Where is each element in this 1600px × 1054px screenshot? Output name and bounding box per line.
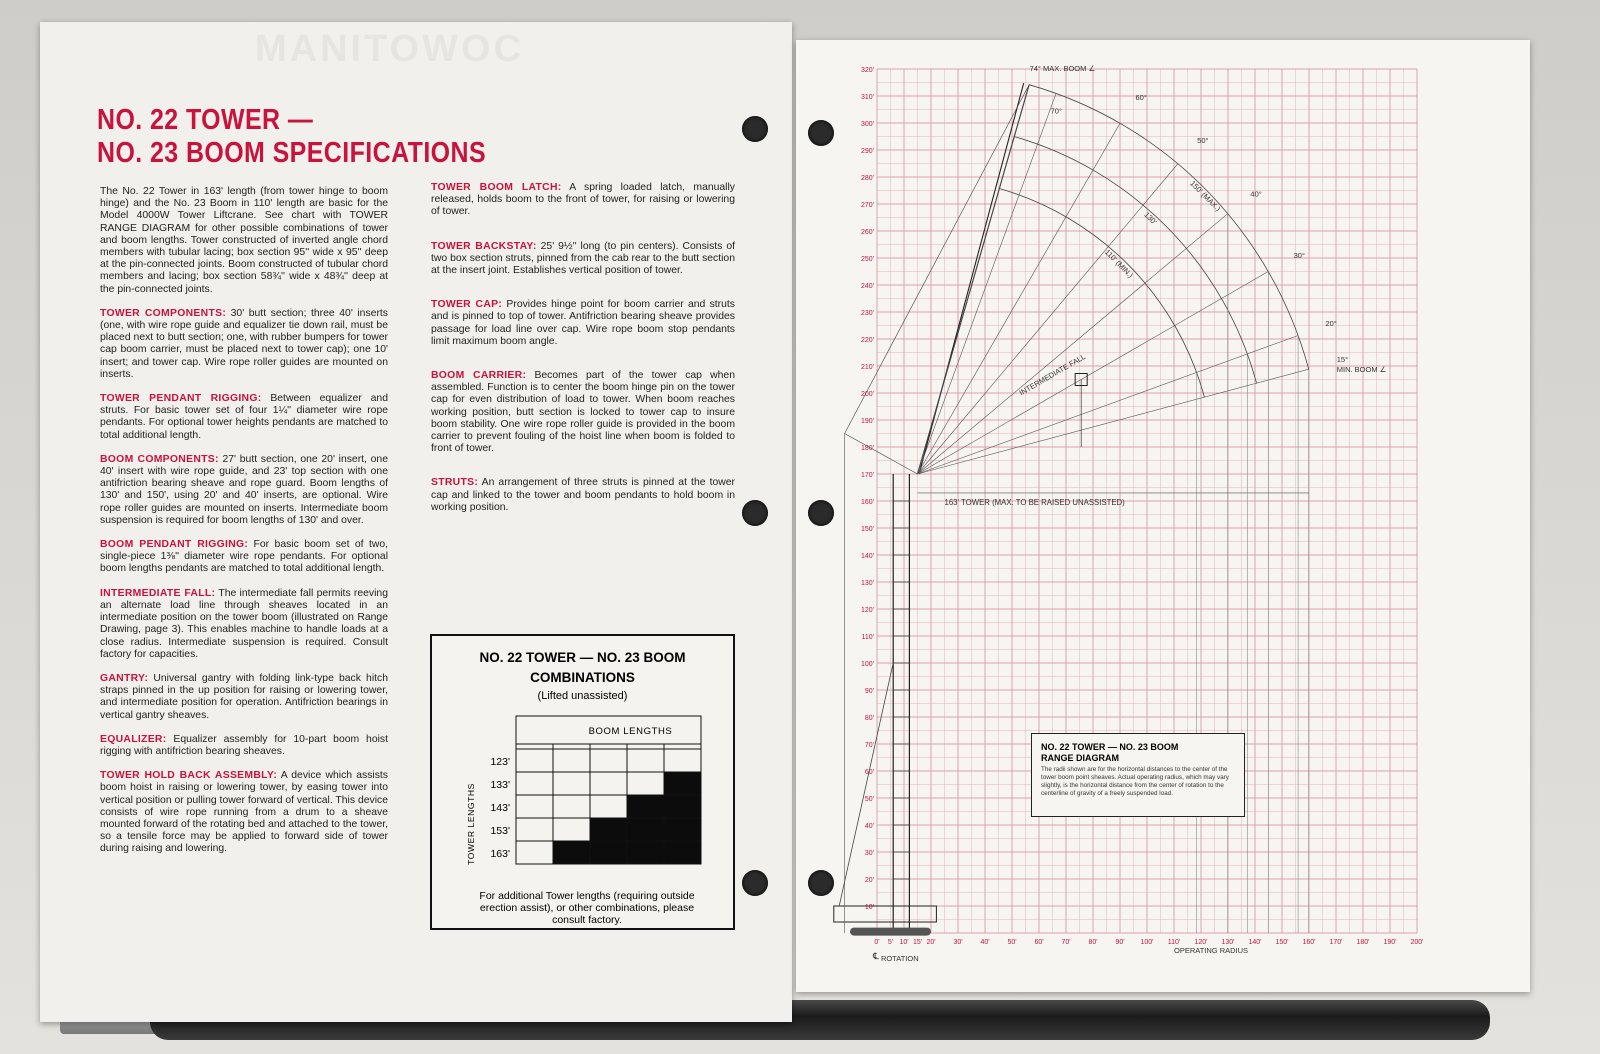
page-title	[97, 104, 486, 170]
brand-watermark: MANITOWOC	[255, 28, 525, 70]
boom-angle-label: 20°	[1325, 319, 1337, 329]
spec-text: 27' butt section, one 20' insert, one 40' insert with wire rope guide, and 23' top section with one antifriction bearing sheave and rope guard. Boom lengths of 130' and 150', using 20' and 40' inserts, are optional. Wire rope roller guides are mounted on inserts. Intermediate boom suspension is required for boom lengths of 130' and over.	[100, 453, 388, 526]
boom-angle-line	[918, 93, 1057, 474]
y-axis-tick-label: 270'	[860, 202, 874, 209]
combination-cell	[590, 749, 627, 772]
y-axis-tick-label: 260'	[860, 229, 874, 236]
legend-note: The radii shown are for the horizontal distances to the center of the tower boom point sheaves. Actual operating radius, which may vary slightly, is the horizontal distance from the center of rotation to the centerline of gravity of a freely suspended load.	[1041, 766, 1229, 797]
combination-cell	[627, 749, 664, 772]
combination-cell	[664, 795, 701, 818]
boom-angle-line	[918, 164, 1178, 474]
spec-paragraph	[431, 182, 735, 219]
spec-paragraph	[431, 299, 735, 348]
tower-height-label: 163' TOWER (MAX. TO BE RAISED UNASSISTED)	[944, 497, 1125, 507]
y-axis-tick-label: 140'	[860, 553, 874, 560]
spec-column-left	[100, 186, 388, 868]
boom-length-arc-label: 130'	[1142, 210, 1159, 227]
combinations-title-line-1: NO. 22 TOWER — NO. 23 BOOM	[479, 650, 686, 665]
legend-title	[1041, 742, 1178, 764]
spec-paragraph	[100, 454, 388, 527]
combinations-title	[432, 648, 733, 688]
spec-heading: TOWER PENDANT RIGGING:	[100, 393, 262, 405]
spec-paragraph	[431, 241, 735, 278]
combination-cell	[627, 841, 664, 864]
spec-paragraph	[100, 393, 388, 442]
boom-angle-label: 74° MAX. BOOM ∠	[1029, 64, 1096, 74]
crane-tracks	[850, 928, 931, 936]
x-axis-tick-label: 15'	[912, 939, 923, 946]
spec-paragraph	[100, 770, 388, 855]
combinations-subtitle: (Lifted unassisted)	[537, 690, 628, 702]
y-axis-tick-label: 110'	[861, 634, 874, 641]
y-axis-tick-label: 100'	[860, 661, 874, 668]
spec-heading: TOWER CAP:	[431, 299, 503, 311]
x-axis-tick-label: 180'	[1356, 939, 1370, 946]
boom-angle-label: 50°	[1197, 136, 1209, 146]
combination-cell	[590, 818, 627, 841]
y-axis-tick-label: 80'	[864, 715, 874, 722]
x-axis-tick-label: 120'	[1194, 939, 1208, 946]
spec-text: 25' 9½'' long (to pin centers). Consists of two box section struts, pinned from the cab rear to the butt section at the insert joint. Establishes vertical position of tower.	[431, 240, 735, 277]
spec-paragraph	[100, 673, 388, 722]
y-axis-tick-label: 10'	[864, 904, 874, 911]
x-axis-tick-label: 170'	[1329, 939, 1343, 946]
spec-heading: BOOM CARRIER:	[431, 370, 527, 382]
y-axis-tick-label: 160'	[860, 499, 874, 506]
range-diagram-legend	[1031, 733, 1245, 817]
spec-heading: BOOM PENDANT RIGGING:	[100, 539, 249, 551]
spec-paragraph	[100, 588, 388, 661]
spec-heading: GANTRY:	[100, 672, 149, 684]
combination-cell	[516, 749, 553, 772]
boom-angle-label: 60°	[1135, 92, 1147, 102]
y-axis-tick-label: 210'	[860, 364, 874, 371]
y-axis-tick-label: 240'	[860, 283, 874, 290]
spec-text: Provides hinge point for boom carrier and struts and is pinned to top of tower. Antifriction bearing sheave provides passage for load line over cap. Wire rope boom stop pendants limit maximum boom angle.	[431, 299, 735, 347]
spec-paragraph	[431, 370, 735, 455]
x-axis-tick-label: 30'	[953, 939, 963, 946]
intro-paragraph: The No. 22 Tower in 163' length (from tower hinge to boom hinge) and the No. 23 Boom in 110' length are basic for the Model 4000W Tower Liftcrane. See chart with TOWER RANGE DIAGRAM for other possible combinations of tower and boom lengths. Tower constructed of inverted angle chord members with tubular lacing; box section 95'' wide x 95'' deep at the pin-connected joints. Boom constructed of tubular chord members and lacing; box section 58¾'' wide x 48¾'' deep at the pin-connected joints.	[100, 186, 388, 295]
spec-text: For basic boom set of two, single-piece 1⅜'' diameter wire rope pendants. For optional boom lengths pendants are matched to total additional length.	[100, 539, 389, 575]
combination-cell	[664, 841, 701, 864]
spec-heading: EQUALIZER:	[100, 733, 167, 745]
binder-hole	[742, 870, 768, 896]
boom-lengths-header: BOOM LENGTHS	[588, 726, 673, 737]
combinations-footnote: For additional Tower lengths (requiring outside erection assist), or other combinations, please consult factory.	[479, 890, 695, 926]
boom-angle-label: 30°	[1293, 251, 1305, 260]
y-axis-tick-label: 50'	[864, 796, 874, 803]
spec-heading: BOOM COMPONENTS:	[100, 453, 219, 465]
legend-title-line-2: RANGE DIAGRAM	[1041, 753, 1119, 763]
spec-paragraph	[100, 734, 388, 758]
spec-heading: TOWER BOOM LATCH:	[431, 182, 562, 193]
y-axis-tick-label: 310'	[860, 94, 874, 101]
x-axis-tick-label: 50'	[1007, 939, 1017, 946]
combination-cell	[590, 772, 627, 795]
title-line-1: NO. 22 TOWER —	[97, 104, 314, 136]
boom-angle-line	[918, 369, 1309, 474]
spec-column-middle	[431, 182, 735, 536]
tower-length-label: 143'	[490, 802, 510, 814]
operating-radius-label: OPERATING RADIUS	[1174, 946, 1249, 955]
y-axis-tick-label: 280'	[860, 175, 874, 182]
combination-cell	[553, 749, 590, 772]
boom-angle-line	[918, 214, 1228, 474]
combination-cell	[627, 795, 664, 818]
y-axis-tick-label: 30'	[864, 850, 874, 857]
combination-cell	[553, 818, 590, 841]
boom-angle-line	[918, 335, 1299, 474]
y-axis-tick-label: 300'	[860, 121, 874, 128]
x-axis-tick-label: 40'	[980, 939, 990, 946]
spec-text: A spring loaded latch, manually released, holds boom to the front of tower, for raising or lowering of tower.	[431, 182, 735, 218]
combination-cell	[664, 818, 701, 841]
combination-cell	[516, 818, 553, 841]
y-axis-tick-label: 180'	[860, 445, 874, 452]
y-axis-tick-label: 190'	[860, 418, 874, 425]
intermediate-fall-label: INTERMEDIATE FALL	[1017, 351, 1088, 398]
boom-length-arc-label: 150' (MAX.)	[1188, 178, 1223, 214]
combination-cell	[664, 749, 701, 772]
tower-length-label: 123'	[490, 756, 510, 768]
centerline-symbol: ℄	[873, 951, 879, 961]
legend-title-line-1: NO. 22 TOWER — NO. 23 BOOM	[1041, 742, 1179, 752]
x-axis-tick-label: 70'	[1061, 939, 1071, 946]
x-axis-tick-label: 130'	[1221, 939, 1235, 946]
x-axis-tick-label: 20'	[926, 939, 936, 946]
y-axis-tick-label: 20'	[864, 877, 874, 884]
combination-cell	[553, 795, 590, 818]
x-axis-tick-label: 90'	[1115, 939, 1125, 946]
y-axis-tick-label: 150'	[860, 526, 874, 533]
x-axis-tick-label: 100'	[1140, 939, 1154, 946]
tower-length-label: 163'	[490, 848, 510, 860]
combination-cell	[627, 772, 664, 795]
y-axis-tick-label: 170'	[860, 472, 874, 479]
spec-heading: TOWER BACKSTAY:	[431, 240, 537, 252]
y-axis-tick-label: 200'	[860, 391, 874, 398]
x-axis-tick-label: 140'	[1248, 939, 1262, 946]
y-axis-tick-label: 120'	[860, 607, 874, 614]
spec-text: Becomes part of the tower cap when assembled. Function is to center the boom hinge pin on the tower cap for even distribution of load to tower. When boom reaches working position, butt section is locked to tower cap to insure boom stability. One wire rope roller guide is provided in the boom carrier to prevent fouling of the hoist line when boom is folded to front of tower.	[431, 370, 735, 455]
combinations-grid	[432, 708, 733, 908]
combination-cell	[516, 841, 553, 864]
spec-heading: STRUTS:	[431, 477, 479, 489]
spec-paragraph	[431, 477, 735, 514]
x-axis-tick-label: 5'	[887, 939, 894, 946]
tower-length-label: 133'	[490, 779, 510, 791]
x-axis-tick-label: 190'	[1383, 939, 1397, 946]
spec-heading: INTERMEDIATE FALL:	[100, 587, 216, 599]
combination-cell	[516, 795, 553, 818]
spec-text: Equalizer assembly for 10-part boom hoist rigging with antifriction bearing sheaves.	[100, 733, 388, 757]
combinations-title-line-2: COMBINATIONS	[530, 670, 635, 685]
y-axis-tick-label: 70'	[864, 742, 874, 749]
boom-angle-label: 15°	[1336, 355, 1349, 365]
spec-heading: TOWER HOLD BACK ASSEMBLY:	[100, 770, 278, 782]
combination-cell	[590, 795, 627, 818]
y-axis-tick-label: 90'	[864, 688, 874, 695]
combination-cell	[664, 772, 701, 795]
binder-hole	[742, 500, 768, 526]
spec-text: A device which assists boom hoist in raising or lowering tower, by easing tower into vertical position or pulling tower forward of vertical. This device consists of wire rope running from a drum to a sheave mounted forward of the rotating bed and attached to the tower, so a tensile force may be applied to forward side of tower during raising and lowering.	[100, 770, 388, 855]
strut	[845, 434, 918, 475]
boom-angle-label: 40°	[1250, 189, 1262, 199]
boom-angle-line	[918, 85, 1030, 474]
spec-text: 30' butt section; three 40' inserts (one, with wire rope guide and equalizer tie down rail, must be placed next to butt section; one, with rubber bumpers for tower cap boom carrier, must be placed next to tower cap); one 10' insert; and tower cap. Wire rope roller guides are mounted on inserts.	[100, 307, 388, 380]
spec-text: An arrangement of three struts is pinned at the tower cap and linked to the tower and boom pendants to hold boom in working position.	[431, 477, 735, 513]
tower-length-label: 153'	[490, 825, 510, 837]
x-axis-tick-label: 110'	[1167, 939, 1181, 946]
x-axis-tick-label: 0'	[874, 939, 880, 946]
x-axis-tick-label: 150'	[1275, 939, 1289, 946]
y-axis-tick-label: 60'	[864, 769, 874, 776]
combination-cell	[627, 818, 664, 841]
y-axis-tick-label: 320'	[860, 67, 874, 74]
spec-text: Universal gantry with folding link-type back hitch straps pinned in the up position for raising or lowering tower, and intermediate position for operation. Antifriction bearings in vertical gantry sheaves.	[100, 672, 388, 721]
combination-cell	[590, 841, 627, 864]
spec-text: The intermediate fall permits reeving an alternate load line through sheaves located in an intermediate position on the tower boom (illustrated on Range Drawing, page 3). This enables machine to handle loads at a close radius. Intermediate suspension is required. Consult factory for capacities.	[100, 587, 388, 660]
boom-arc-130	[1014, 137, 1256, 384]
tower-lengths-header: TOWER LENGTHS	[466, 783, 476, 865]
combinations-table-box	[430, 634, 735, 930]
y-axis-tick-label: 130'	[860, 580, 874, 587]
spec-paragraph	[100, 308, 388, 381]
rotation-label: ROTATION	[881, 954, 919, 963]
title-line-2: NO. 23 BOOM SPECIFICATIONS	[97, 137, 487, 169]
binder-hole	[742, 116, 768, 142]
x-axis-tick-label: 60'	[1034, 939, 1044, 946]
combination-cell	[553, 841, 590, 864]
boom-angle-label: 70°	[1050, 106, 1062, 116]
y-axis-tick-label: 220'	[860, 337, 874, 344]
x-axis-tick-label: 200'	[1410, 939, 1424, 946]
x-axis-tick-label: 10'	[899, 939, 909, 946]
y-axis-tick-label: 290'	[860, 148, 874, 155]
spec-paragraph	[100, 539, 388, 576]
boom-arc-150	[1029, 85, 1309, 369]
combination-cell	[553, 772, 590, 795]
combination-cell	[516, 772, 553, 795]
x-axis-tick-label: 80'	[1088, 939, 1098, 946]
y-axis-tick-label: 230'	[860, 310, 874, 317]
spec-text: Between equalizer and struts. For basic tower set of four 1¼'' diameter wire rope pendants. For optional tower heights pendants are matched to total additional length.	[100, 393, 388, 441]
y-axis-tick-label: 40'	[864, 823, 874, 830]
x-axis-tick-label: 160'	[1302, 939, 1316, 946]
min-boom-label: MIN. BOOM ∠	[1336, 365, 1387, 375]
y-axis-tick-label: 250'	[860, 256, 874, 263]
spec-heading: TOWER COMPONENTS:	[100, 307, 227, 319]
range-diagram	[796, 40, 1530, 992]
boom-length-arc-label: 110' (MIN.)	[1102, 247, 1136, 280]
